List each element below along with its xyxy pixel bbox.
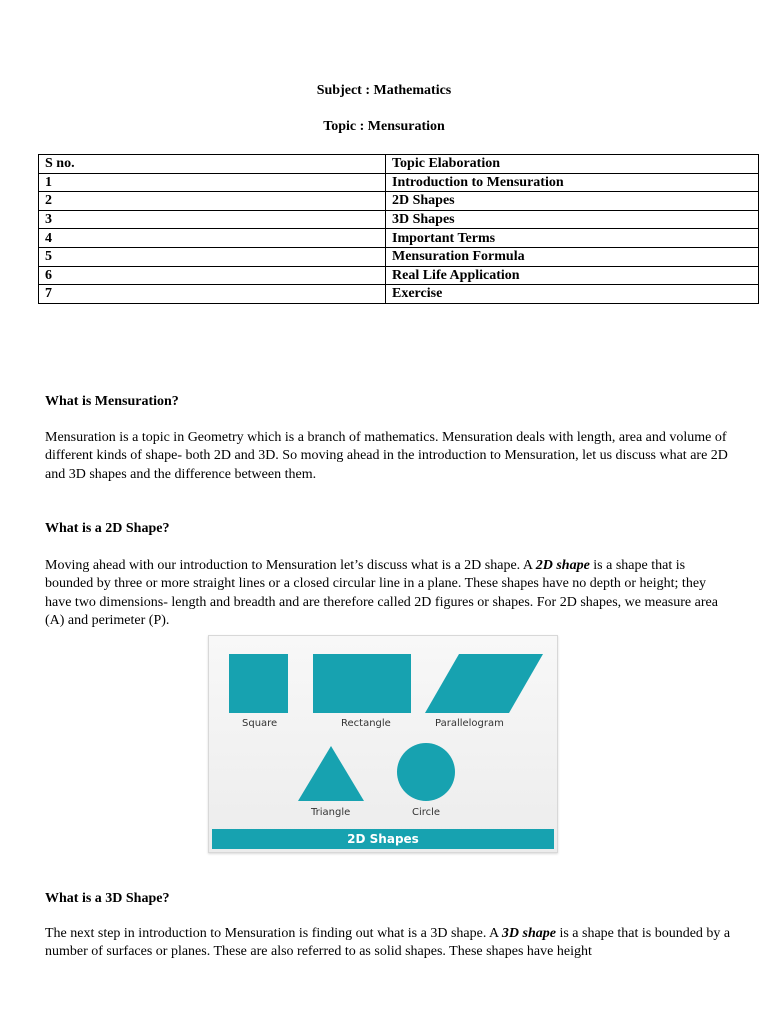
label-rectangle: Rectangle: [341, 718, 391, 729]
table-row: [39, 266, 759, 285]
table-header-row: [39, 155, 759, 174]
term-2d-shape: 2D shape: [535, 558, 590, 573]
row-number: 4: [39, 229, 386, 248]
table-row: [39, 210, 759, 229]
table-row: [39, 173, 759, 192]
row-topic: Mensuration Formula: [386, 247, 759, 266]
heading-what-is-mensuration: What is Mensuration?: [45, 394, 179, 409]
topics-table: [38, 154, 759, 304]
paragraph-2d-shape: [45, 557, 735, 630]
paragraph-3d-shape: [45, 925, 735, 962]
table-row: [39, 192, 759, 211]
paragraph-text: The next step in introduction to Mensuration is finding out what is a 3D shape. A: [45, 926, 502, 941]
paragraph-text: is a shape that is bounded by three or more straight lines or a closed circular line in a plane. These shapes have no depth or height; they have two dimensions- length and breadth and are therefore called 2D figures or shapes. For 2D shapes, we measure area (A) and perimeter (P).: [45, 558, 718, 628]
row-topic: Exercise: [386, 285, 759, 304]
paragraph-mensuration: Mensuration is a topic in Geometry which is a branch of mathematics. Mensuration deals with length, area and volume of different kinds of shape- both 2D and 3D. So moving ahead in the introduction to Mensuration, let us discuss what are 2D and 3D shapes and the difference between them.: [45, 430, 728, 482]
table-row: [39, 285, 759, 304]
row-number: 5: [39, 247, 386, 266]
row-topic: 2D Shapes: [386, 192, 759, 211]
triangle-shape: [298, 746, 364, 801]
row-number: 1: [39, 173, 386, 192]
label-triangle: Triangle: [311, 807, 351, 818]
label-square: Square: [242, 718, 278, 729]
paragraph-text: is a shape that is bounded by a number of surfaces or planes. These are also referred to as solid shapes. These shapes have height: [45, 926, 731, 960]
row-number: 7: [39, 285, 386, 304]
row-number: 6: [39, 266, 386, 285]
topic-line: Topic : Mensuration: [323, 119, 445, 134]
column-header-sno: S no.: [39, 155, 386, 174]
label-parallelogram: Parallelogram: [435, 718, 504, 729]
term-3d-shape: 3D shape: [501, 926, 556, 941]
row-number: 3: [39, 210, 386, 229]
subject-line: Subject : Mathematics: [316, 83, 452, 98]
circle-shape: [397, 743, 455, 801]
table-row: [39, 229, 759, 248]
row-topic: Important Terms: [386, 229, 759, 248]
table-row: [39, 247, 759, 266]
label-circle: Circle: [412, 807, 441, 818]
2d-shapes-figure: [208, 635, 558, 853]
parallelogram-shape: [425, 654, 543, 713]
column-header-topic: Topic Elaboration: [386, 155, 759, 174]
heading-what-is-3d-shape: What is a 3D Shape?: [45, 891, 170, 906]
rectangle-shape: [313, 654, 411, 713]
row-topic: Real Life Application: [386, 266, 759, 285]
figure-caption: 2D Shapes: [212, 829, 554, 849]
shapes-illustration: [209, 636, 557, 852]
row-topic: Introduction to Mensuration: [386, 173, 759, 192]
row-number: 2: [39, 192, 386, 211]
paragraph-text: Moving ahead with our introduction to Mensuration let’s discuss what is a 2D shape. A: [45, 558, 536, 573]
row-topic: 3D Shapes: [386, 210, 759, 229]
heading-what-is-2d-shape: What is a 2D Shape?: [45, 521, 170, 536]
square-shape: [229, 654, 288, 713]
